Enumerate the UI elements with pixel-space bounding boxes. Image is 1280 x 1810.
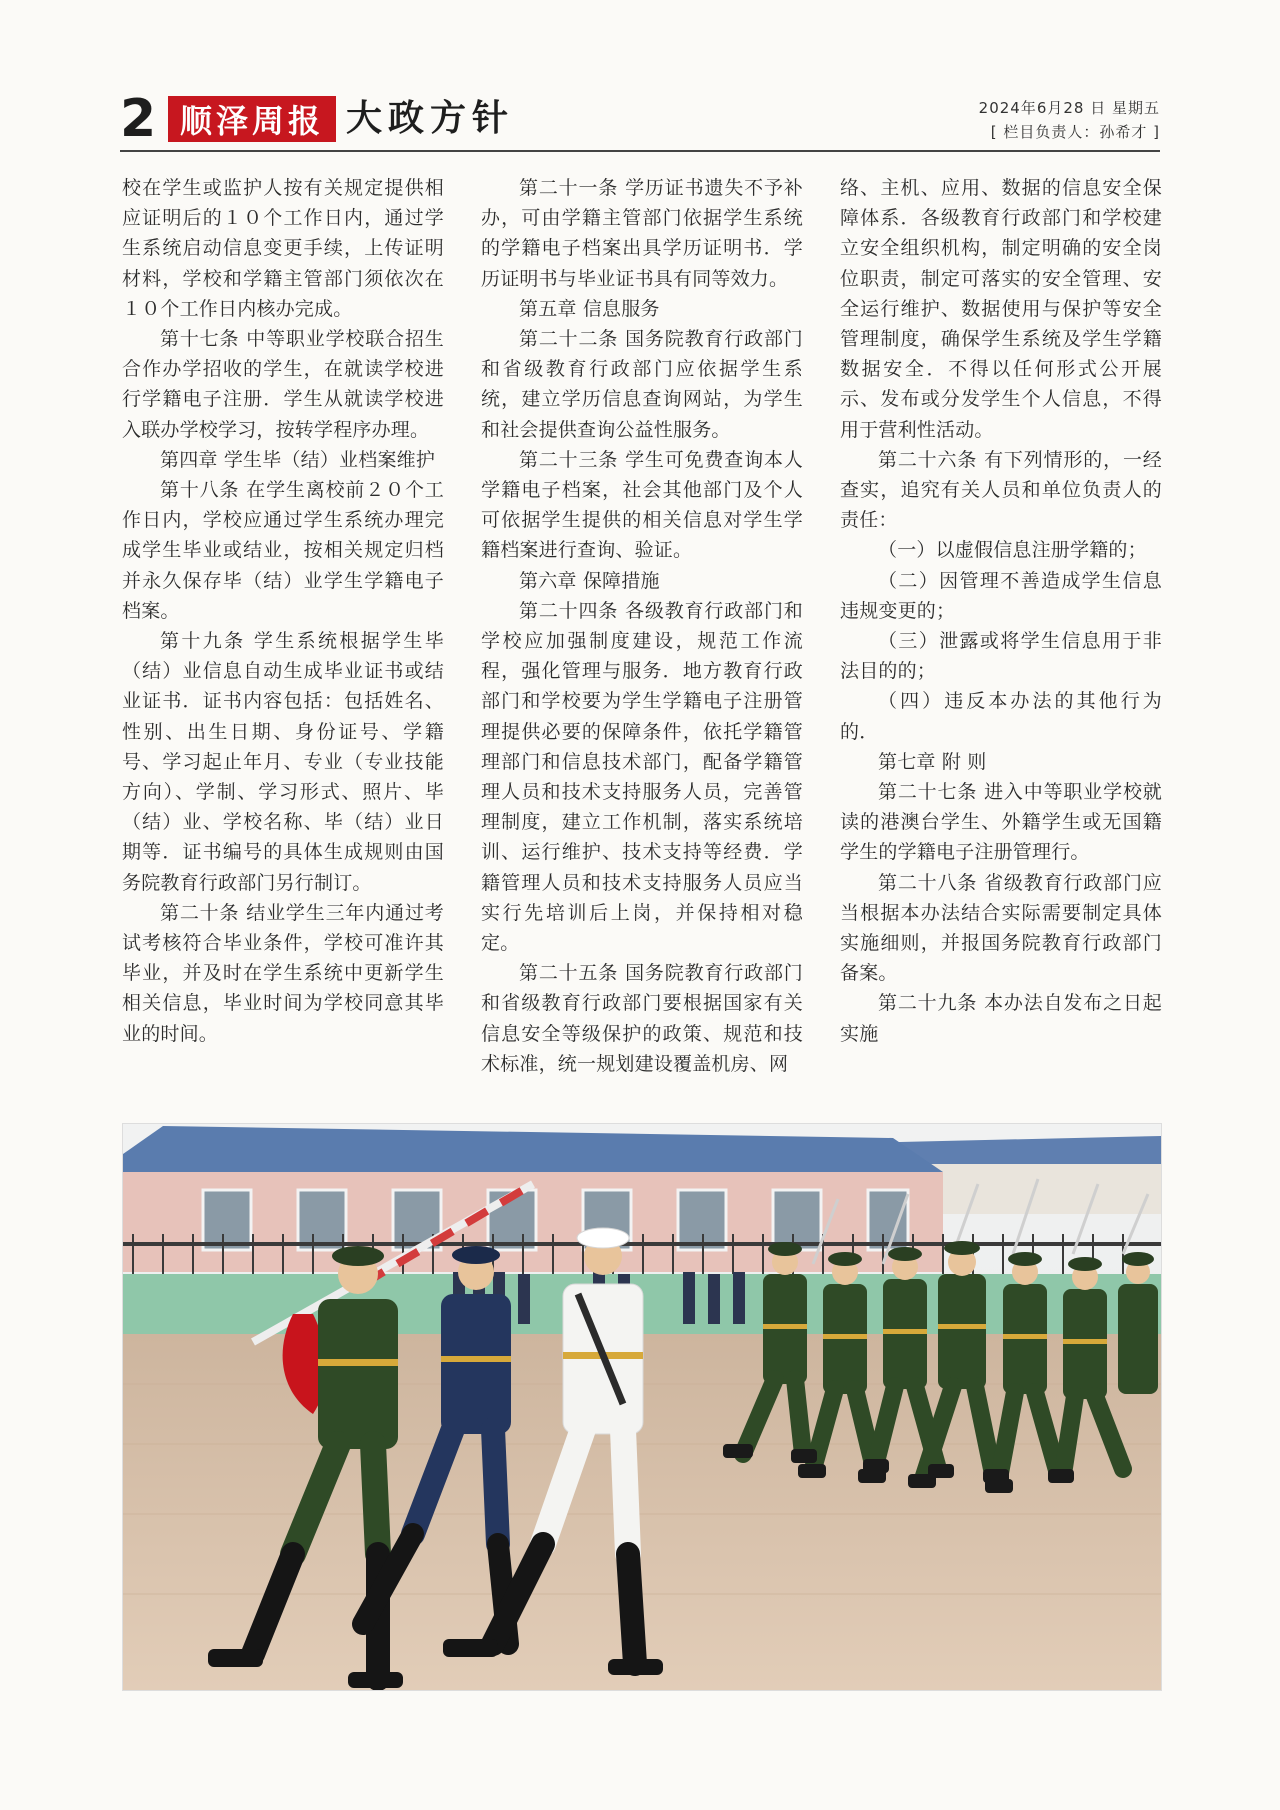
chapter-heading: 第六章 保障措施 — [519, 569, 660, 592]
article-body — [122, 173, 1162, 1075]
paragraph: 第二十七条 进入中等职业学校就读的港澳台学生、外籍学生或无国籍学生的学籍电子注册管理行。 — [840, 781, 1162, 864]
honor-guard-illustration — [123, 1124, 1161, 1690]
paragraph: 第十八条 在学生离校前２０个工作日内，学校应通过学生系统办理完成学生毕业或结业，按相关规定归档并永久保存毕（结）业学生学籍电子档案。 — [122, 479, 444, 622]
honor-guard-photo — [122, 1123, 1162, 1691]
chapter-heading: 第五章 信息服务 — [519, 297, 660, 320]
column-editor: [ 栏目负责人：孙希才 ] — [990, 123, 1160, 141]
paragraph: 第二十条 结业学生三年内通过考试考核符合毕业条件，学校可准许其毕业，并及时在学生系统中更新学生相关信息，毕业时间为学校同意其毕业的时间。 — [122, 901, 444, 1045]
paragraph: 第二十四条 各级教育行政部门和学校应加强制度建设，规范工作流程，强化管理与服务．地方教育行政部门和学校要为学生学籍电子注册管理提供必要的保障条件，依托学籍管理部门和信息技术部门，配备学籍管理人员和技术支持服务人员，完善管理制度，建立工作机制，落实系统培训、运行维护、技术支持等经费．学籍管理人员和技术支持服务人员应当实行先培训后上岗，并保持相对稳定。 — [481, 599, 803, 955]
paragraph: 络、主机、应用、数据的信息安全保障体系．各级教育行政部门和学校建立安全组织机构，制定明确的安全岗位职责，制定可落实的安全管理、安全运行维护、数据使用与保护等安全管理制度，确保学生系统及学生学籍数据安全．不得以任何形式公开展示、发布或分发学生个人信息，不得用于营利性活动。 — [840, 177, 1162, 441]
paragraph: 第二十一条 学历证书遗失不予补办，可由学籍主管部门依据学生系统的学籍电子档案出具学历证明书．学历证明书与毕业证书具有同等效力。 — [481, 177, 803, 290]
list-item: （四）违反本办法的其他行为的． — [840, 690, 1162, 743]
paragraph: 第二十五条 国务院教育行政部门和省级教育行政部门要根据国家有关信息安全等级保护的政策、规范和技术标准，统一规划建设覆盖机房、网 — [481, 962, 803, 1075]
paragraph: 第十九条 学生系统根据学生毕（结）业信息自动生成毕业证书或结业证书．证书内容包括：包括姓名、性别、出生日期、身份证号、学籍号、学习起止年月、专业（专业技能方向）、学制、学习形式、照片、毕（结）业、学校名称、毕（结）业日期等．证书编号的具体生成规则由国务院教育行政部门另行制订。 — [122, 630, 444, 894]
paragraph: 第十七条 中等职业学校联合招生合作办学招收的学生，在就读学校进行学籍电子注册．学生从就读学校进入联办学校学习，按转学程序办理。 — [122, 328, 444, 441]
paragraph: 第二十三条 学生可免费查询本人学籍电子档案，社会其他部门及个人可依据学生提供的相关信息对学生学籍档案进行查询、验证。 — [481, 448, 803, 562]
paragraph: 第二十六条 有下列情形的，一经查实，追究有关人员和单位负责人的责任： — [840, 448, 1162, 532]
text-column-2 — [481, 173, 803, 1075]
text-column-3 — [840, 173, 1162, 1053]
text-column-1 — [122, 173, 444, 1053]
paragraph: 第二十九条 本办法自发布之日起实施 — [840, 992, 1162, 1045]
list-item: （一）以虚假信息注册学籍的； — [878, 539, 1147, 562]
header-rule — [120, 150, 1160, 152]
list-item: （三）泄露或将学生信息用于非法目的的； — [840, 630, 1162, 683]
masthead-logo: 顺泽周报 — [168, 96, 336, 142]
date-block — [979, 96, 1160, 144]
issue-date: 2024年6月28 日 星期五 — [978, 99, 1160, 117]
paragraph: 第二十八条 省级教育行政部门应当根据本办法结合实际需要制定具体实施细则，并报国务院教育行政部门备案。 — [840, 871, 1162, 985]
paragraph: 校在学生或监护人按有关规定提供相应证明后的１０个工作日内，通过学生系统启动信息变更手续，上传证明材料，学校和学籍主管部门须依次在１０个工作日内核办完成。 — [122, 177, 444, 320]
chapter-heading: 第七章 附 则 — [878, 750, 987, 773]
section-title: 大政方针 — [346, 98, 515, 139]
chapter-heading: 第四章 学生毕（结）业档案维护 — [160, 448, 436, 471]
list-item: （二）因管理不善造成学生信息违规变更的； — [840, 569, 1162, 622]
page-number: 2 — [120, 89, 157, 149]
paragraph: 第二十二条 国务院教育行政部门和省级教育行政部门应依据学生系统，建立学历信息查询网站，为学生和社会提供查询公益性服务。 — [481, 328, 803, 441]
